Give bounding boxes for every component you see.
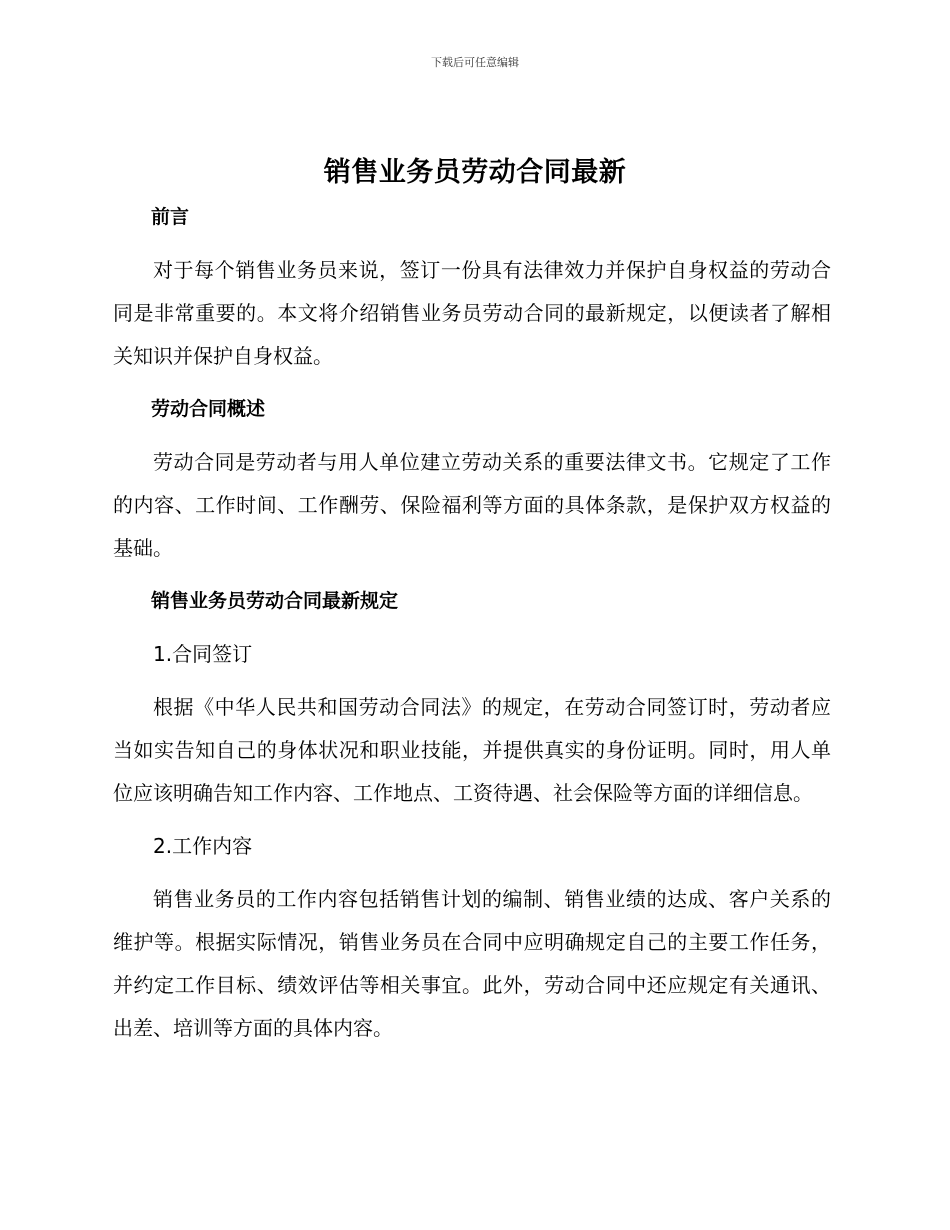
document-body <box>113 196 831 1060</box>
preface-heading: 前言 <box>151 206 190 228</box>
item2-heading: 2.工作内容 <box>153 834 253 858</box>
preface-paragraph: 对于每个销售业务员来说，签订一份具有法律效力并保护自身权益的劳动合同是非常重要的。本文将介绍销售业务员劳动合同的最新规定，以便读者了解相关知识并保护自身权益。 <box>113 258 831 368</box>
overview-heading: 劳动合同概述 <box>151 398 266 420</box>
header-note: 下载后可任意编辑 <box>431 56 519 69</box>
document-title: 销售业务员劳动合同最新 <box>323 157 627 188</box>
item1-heading: 1.合同签订 <box>153 642 253 666</box>
overview-paragraph: 劳动合同是劳动者与用人单位建立劳动关系的重要法律文书。它规定了工作的内容、工作时间、工作酬劳、保险福利等方面的具体条款，是保护双方权益的基础。 <box>113 450 831 560</box>
item2-paragraph: 销售业务员的工作内容包括销售计划的编制、销售业绩的达成、客户关系的维护等。根据实际情况，销售业务员在合同中应明确规定自己的主要工作任务，并约定工作目标、绩效评估等相关事宜。此外，劳动合同中还应规定有关通讯、出差、培训等方面的具体内容。 <box>113 887 831 1040</box>
item1-paragraph: 根据《中华人民共和国劳动合同法》的规定，在劳动合同签订时，劳动者应当如实告知自己的身体状况和职业技能，并提供真实的身份证明。同时，用人单位应该明确告知工作内容、工作地点、工资待遇、社会保险等方面的详细信息。 <box>113 695 831 805</box>
rules-heading: 销售业务员劳动合同最新规定 <box>151 590 399 612</box>
